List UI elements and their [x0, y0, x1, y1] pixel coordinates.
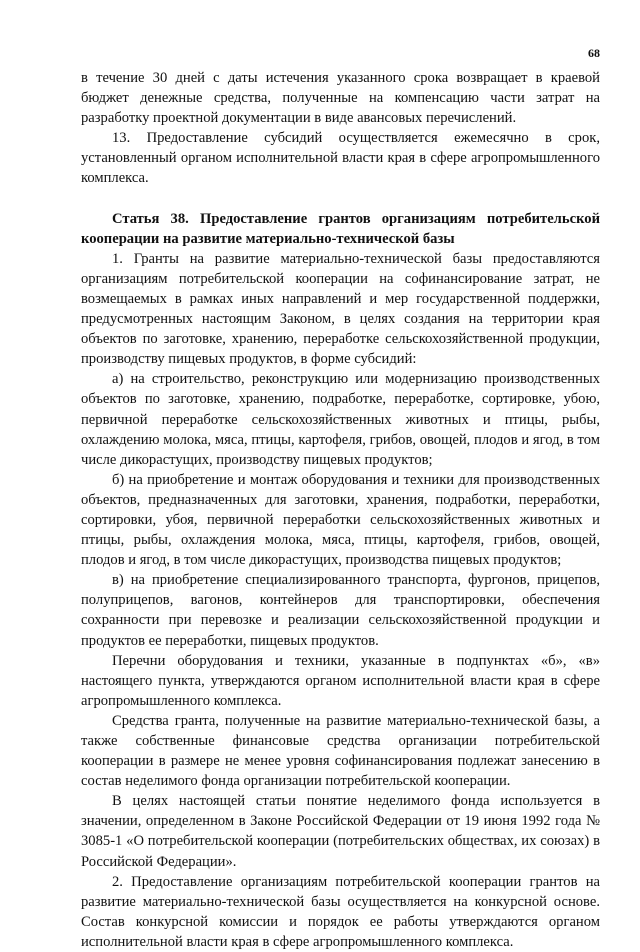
paragraph-grant-funds: Средства гранта, полученные на развитие материально-технической базы, а также собственные финансовые средства организации потребительской кооперации в размере не менее уровня софинансирования подлежат занесению в состав неделимого фонда организации потребительской кооперации. — [81, 712, 600, 790]
page-number: 68 — [588, 46, 600, 60]
paragraph-equipment-lists: Перечни оборудования и техники, указанные в подпунктах «б», «в» настоящего пункта, утверждаются органом исполнительной власти края в сфере агропромышленного комплекса. — [81, 652, 600, 709]
subparagraph-v: в) на приобретение специализированного транспорта, фургонов, прицепов, полуприцепов, вагонов, контейнеров для транспортировки, обеспечения сохранности при перевозке и реализации сельскохозяйственной продукции и продуктов ее переработки, пищевых продуктов. — [81, 572, 600, 649]
subparagraph-a: а) на строительство, реконструкцию или модернизацию производственных объектов по заготовке, хранению, подработке, переработке, сортировке, убою, первичной переработке сельскохозяйственных животных и птицы, рыбы, охлаждению молока, мяса, птицы, картофеля, грибов, овощей, плодов и ягод, в том числе дикорастущих, производству пищевых продуктов; — [81, 371, 600, 468]
subparagraph-b: б) на приобретение и монтаж оборудования и техники для производственных объектов, предназначенных для заготовки, хранения, подработки, переработки, сортировки, убоя, первичной переработки сельскохозяйственных животных и птицы, рыбы, охлаждения молока, мяса, птицы, картофеля, грибов, овощей, плодов и ягод, в том числе дикорастущих, производства пищевых продуктов; — [81, 471, 600, 569]
paragraph-continuation: в течение 30 дней с даты истечения указанного срока возвращает в краевой бюджет денежные средства, полученные на компенсацию части затрат на разработку проектной документации в виде авансовых перечислений. — [81, 70, 600, 127]
paragraph-item-2: 2. Предоставление организациям потребительской кооперации грантов на развитие материально-технической базы осуществляется на конкурсной основе. Состав конкурсной комиссии и порядок ее работы утверждаются органом исполнительной власти края в сфере агропромышленного комплекса. — [81, 873, 600, 950]
paragraph-item-1: 1. Гранты на развитие материально-технической базы предоставляются организациям потребительской кооперации на софинансирование затрат, не возмещаемых в рамках иных направлений и мер государственной поддержки, предусмотренных настоящим Законом, в целях создания на территории края объектов по заготовке, хранению, переработке сельскохозяйственной продукции, производству пищевых продуктов, в форме субсидий: — [81, 250, 600, 368]
paragraph-item-13: 13. Предоставление субсидий осуществляется ежемесячно в срок, установленный органом исполнительной власти края в сфере агропромышленного комплекса. — [81, 130, 600, 187]
article-38-heading: Статья 38. Предоставление грантов организациям потребительской кооперации на развитие материально-технической базы — [81, 210, 600, 247]
document-body — [81, 68, 600, 952]
paragraph-indivisible-fund-concept: В целях настоящей статьи понятие неделимого фонда используется в значении, определенном в Законе Российской Федерации от 19 июня 1992 года № 3085-1 «О потребительской кооперации (потребительских обществах, их союзах) в Российской Федерации». — [81, 793, 600, 870]
